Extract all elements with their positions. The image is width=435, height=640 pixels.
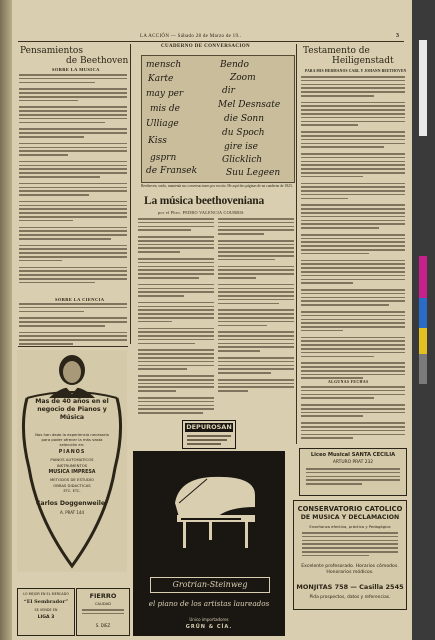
header-rule xyxy=(18,41,404,42)
column-divider-1 xyxy=(130,44,131,344)
color-strip-magenta xyxy=(419,256,427,298)
doggenweiler-intro: Nos han dado la experiencia necesaria para poder ofrecer la más vasta selección en: xyxy=(35,432,109,447)
conservatorio-address: MONJITAS 758 — Casilla 2545 xyxy=(296,583,404,591)
conversation-notebook-image: mensch Karte may per mis de Ulliage Kiss gsprn de Fransek Bendo Zoom dir Mel Desnsate die Sonn du Spoch gire ise Glicklich Suu Legeen xyxy=(141,55,295,183)
color-strip-white xyxy=(419,40,427,136)
right-title-line-1: Testamento de xyxy=(303,46,370,56)
doggenweiler-company: Carlos Doggenweiler xyxy=(35,500,109,507)
doggenweiler-item-7: ETC. ETC. xyxy=(63,489,81,493)
grotrian-brand: Grotrian-Steinweg xyxy=(172,580,248,589)
right-article-text xyxy=(301,76,405,381)
center-article-text-col-1 xyxy=(138,218,214,416)
fierro-addr: S. DIEZ xyxy=(95,623,111,628)
color-strip-blue xyxy=(419,298,427,328)
sembrador-line-3: SE VENDE EN xyxy=(34,608,58,612)
doggenweiler-item-1: PIANOS xyxy=(58,450,86,455)
doggenweiler-item-4: MUSICA IMPRESA xyxy=(48,470,96,475)
sembrador-line-1: LO MEJOR EN EL MERCADO xyxy=(23,592,69,596)
sembrador-line-2: “El Sembrador” xyxy=(23,599,69,605)
grotrian-importer-name: GRÜN & CÍA. xyxy=(185,624,233,630)
doggenweiler-ad xyxy=(17,350,127,572)
left-article-text xyxy=(19,74,127,286)
page-number: 3 xyxy=(396,33,399,39)
notebook-caption: Beethoven, sordo, mantenía sus conversaciones por escrito. He aquí dos páginas de un cuaderno de 1823. xyxy=(141,184,293,188)
conservatorio-lead: Enseñanza efectiva, práctica y Pedagógica xyxy=(309,524,391,529)
left-article-text-2 xyxy=(19,303,127,347)
center-article-title: La música beethoveniana xyxy=(144,195,264,207)
fierro-name: FIERRO xyxy=(89,592,117,600)
doggenweiler-item-2: PIANOS AUTOMATICOS xyxy=(50,457,94,462)
conservatorio-name-2: DE MUSICA Y DECLAMACION xyxy=(300,514,400,521)
santa-cecilia-address: ARTURO PRAT 232 xyxy=(332,460,374,465)
center-article-byline: por el Pbro. PEDRO VALENCIA COURBIS xyxy=(158,210,244,215)
fierro-sub: CALIDAD xyxy=(95,602,111,606)
grotrian-importers: Unico importadores xyxy=(189,617,229,622)
grotrian-steinweg-ad xyxy=(133,451,285,636)
right-title-line-2: Heiligenstadt xyxy=(332,56,394,66)
doggenweiler-item-6: OBRAS DIDACTICAS xyxy=(53,483,91,488)
conservatorio-ad xyxy=(293,500,407,610)
el-sembrador-ad xyxy=(17,588,75,636)
doggenweiler-item-5: METODOS DE ESTUDIO xyxy=(50,477,94,482)
right-subhead-2: ALGUNAS FECHAS xyxy=(328,380,369,384)
doggenweiler-item-3: INSTRUMENTOS xyxy=(56,463,88,468)
fierro-ad xyxy=(76,588,130,636)
running-head: LA ACCIÓN — Sábado 28 de Marzo de 19.. xyxy=(140,34,242,39)
conservatorio-name-1: CONSERVATORIO CATOLICO xyxy=(297,505,403,513)
conservatorio-staff: Excelente profesorado. Horarios cómodos. Honorarios módicos. xyxy=(301,564,399,575)
left-subtitle: SOBRE LA MUSICA xyxy=(52,67,100,72)
column-divider-2 xyxy=(296,44,297,444)
right-article-text-2 xyxy=(301,386,405,441)
doggenweiler-address: A. PRAT 144 xyxy=(59,510,84,515)
grotrian-brand-band xyxy=(150,577,270,593)
doggenweiler-headline: Mas de 40 años en el negocio de Pianos y Música xyxy=(35,398,109,421)
color-strip-gray xyxy=(419,354,427,384)
left-title-line-2: de Beethoven xyxy=(66,56,129,66)
grand-piano-icon xyxy=(169,473,259,551)
right-subtitle: PARA MIS HERMANOS CARL Y JOHANN BEETHOVEN xyxy=(305,69,407,73)
left-subhead-2: SOBRE LA CIENCIA xyxy=(55,297,105,302)
page-binding xyxy=(0,0,12,640)
center-article-text-col-2 xyxy=(218,218,294,394)
left-column-end-rule xyxy=(18,346,128,347)
left-title-line-1: Pensamientos xyxy=(20,46,83,56)
center-section-head: CUADERNO DE CONVERSACION xyxy=(161,44,251,49)
santa-cecilia-name: Liceo Musical SANTA CECILIA xyxy=(310,452,396,458)
sembrador-line-4: LIGA 3 xyxy=(37,615,55,620)
conservatorio-request: Pida prospectos, datos y referencias. xyxy=(309,595,391,600)
depurosan-ad xyxy=(182,420,236,449)
depurosan-brand: DEPUROSAN xyxy=(186,423,232,431)
color-strip-yellow xyxy=(419,328,427,354)
grotrian-tagline: el piano de los artistas laureados xyxy=(148,599,270,608)
santa-cecilia-ad xyxy=(299,448,407,496)
